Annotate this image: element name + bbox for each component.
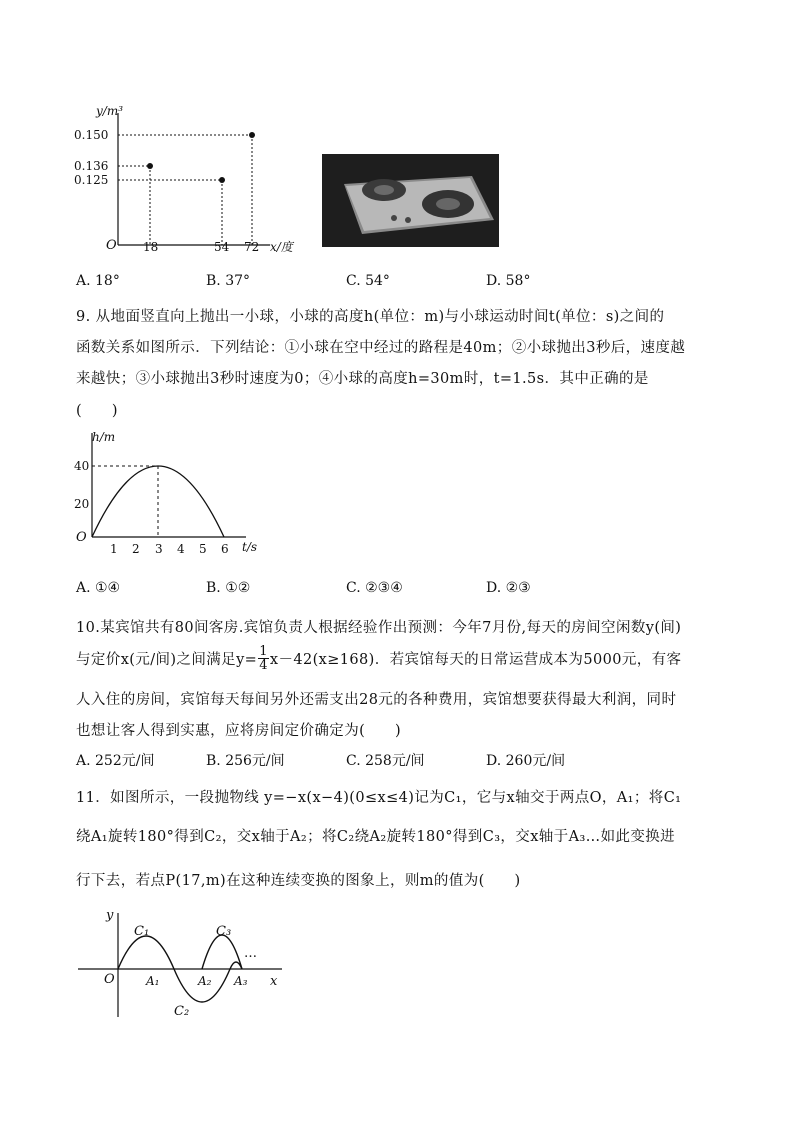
origin-label: O <box>76 530 87 545</box>
x-axis-label: x <box>270 974 278 989</box>
y-axis-label: y/m³ <box>96 104 124 118</box>
q9-option-a[interactable]: A. ①④ <box>76 580 121 596</box>
x-axis-label: x/度 <box>270 240 293 254</box>
point-label: A₃ <box>234 974 248 988</box>
fraction <box>258 645 269 672</box>
q9-option-b[interactable]: B. ①② <box>206 580 251 596</box>
q10-option-d[interactable]: D. 260元/间 <box>486 753 566 769</box>
point-label: A₁ <box>146 974 160 988</box>
q9-stem-line: 来越快；③小球抛出3秒时速度为0；④小球的高度h=30m时，t=1.5s．其中正确的是 <box>76 371 649 387</box>
data-point <box>249 132 255 138</box>
q11-stem-line: 行下去，若点P(17,m)在这种连续变换的图象上，则m的值为( ) <box>76 873 521 889</box>
curve-label: C₃ <box>216 924 232 939</box>
gas-stove-image <box>322 154 499 247</box>
x-tick: 1 <box>110 542 118 555</box>
q10-option-c[interactable]: C. 258元/间 <box>346 753 425 769</box>
q8-option-c[interactable]: C. 54° <box>346 273 390 289</box>
x-tick: 18 <box>143 240 159 254</box>
x-tick: 5 <box>199 542 207 555</box>
q9-option-d[interactable]: D. ②③ <box>486 580 531 596</box>
ellipsis: … <box>244 946 257 961</box>
q8-graph <box>70 95 310 260</box>
x-tick: 2 <box>132 542 140 555</box>
x-tick: 72 <box>244 240 260 254</box>
curve-label: C₁ <box>134 924 150 939</box>
y-tick: 40 <box>74 459 90 473</box>
origin-label: O <box>104 972 115 987</box>
q10-stem-line-formula <box>76 640 681 676</box>
fraction-numerator: 1 <box>259 643 268 659</box>
curve-c3 <box>202 935 242 969</box>
q10-stem-line: 10.某宾馆共有80间客房.宾馆负责人根据经验作出预测：今年7月份,每天的房间空闲数y(间) <box>76 620 682 636</box>
q10-formula-prefix: 与定价x(元/间)之间满足y= <box>76 651 258 668</box>
q11-graph <box>70 905 300 1025</box>
q10-option-b[interactable]: B. 256元/间 <box>206 753 285 769</box>
curve-label: C₂ <box>174 1004 190 1019</box>
q9-option-c[interactable]: C. ②③④ <box>346 580 403 596</box>
y-axis-label: h/m <box>92 430 116 444</box>
fraction-denominator: 4 <box>259 657 268 673</box>
q8-option-d[interactable]: D. 58° <box>486 273 531 289</box>
y-tick: 0.150 <box>74 128 109 142</box>
origin-label: O <box>106 238 117 253</box>
q8-option-b[interactable]: B. 37° <box>206 273 251 289</box>
q10-option-a[interactable]: A. 252元/间 <box>76 753 155 769</box>
q8-option-a[interactable]: A. 18° <box>76 273 120 289</box>
q10-stem-line: 也想让客人得到实惠，应将房间定价确定为( ) <box>76 723 402 739</box>
q10-stem-line: 人入住的房间，宾馆每天每间另外还需支出28元的各种费用，宾馆想要获得最大利润，同时 <box>76 692 677 708</box>
y-axis-label: y <box>106 908 114 923</box>
data-point <box>147 163 153 169</box>
x-tick: 54 <box>214 240 230 254</box>
q11-stem-line: 11．如图所示，一段抛物线 y=−x(x−4)(0≤x≤4)记为C₁，它与x轴交于两点O，A₁；将C₁ <box>76 790 682 806</box>
x-tick: 3 <box>155 542 163 555</box>
point-label: A₂ <box>198 974 212 988</box>
q9-stem-line: 9. 从地面竖直向上抛出一小球，小球的高度h(单位：m)与小球运动时间t(单位：s)之间的 <box>76 309 665 325</box>
x-axis-label: t/s <box>242 540 258 554</box>
data-point <box>219 177 225 183</box>
x-tick: 6 <box>221 542 229 555</box>
q9-answer-blank: ( ) <box>76 403 118 419</box>
y-tick: 0.125 <box>74 173 109 187</box>
q9-stem-line: 函数关系如图所示．下列结论：①小球在空中经过的路程是40m；②小球抛出3秒后，速度越 <box>76 340 686 356</box>
x-tick: 4 <box>177 542 185 555</box>
y-tick: 20 <box>74 497 90 511</box>
gas-stove-photo <box>322 154 499 247</box>
y-tick: 0.136 <box>74 159 109 173</box>
q11-stem-line: 绕A₁旋转180°得到C₂，交x轴于A₂；将C₂绕A₂旋转180°得到C₃，交x轴于A₃…如此变换进 <box>76 829 676 845</box>
q10-formula-suffix: x－42(x≥168)．若宾馆每天的日常运营成本为5000元，有客 <box>269 651 682 668</box>
q9-graph <box>70 425 270 555</box>
